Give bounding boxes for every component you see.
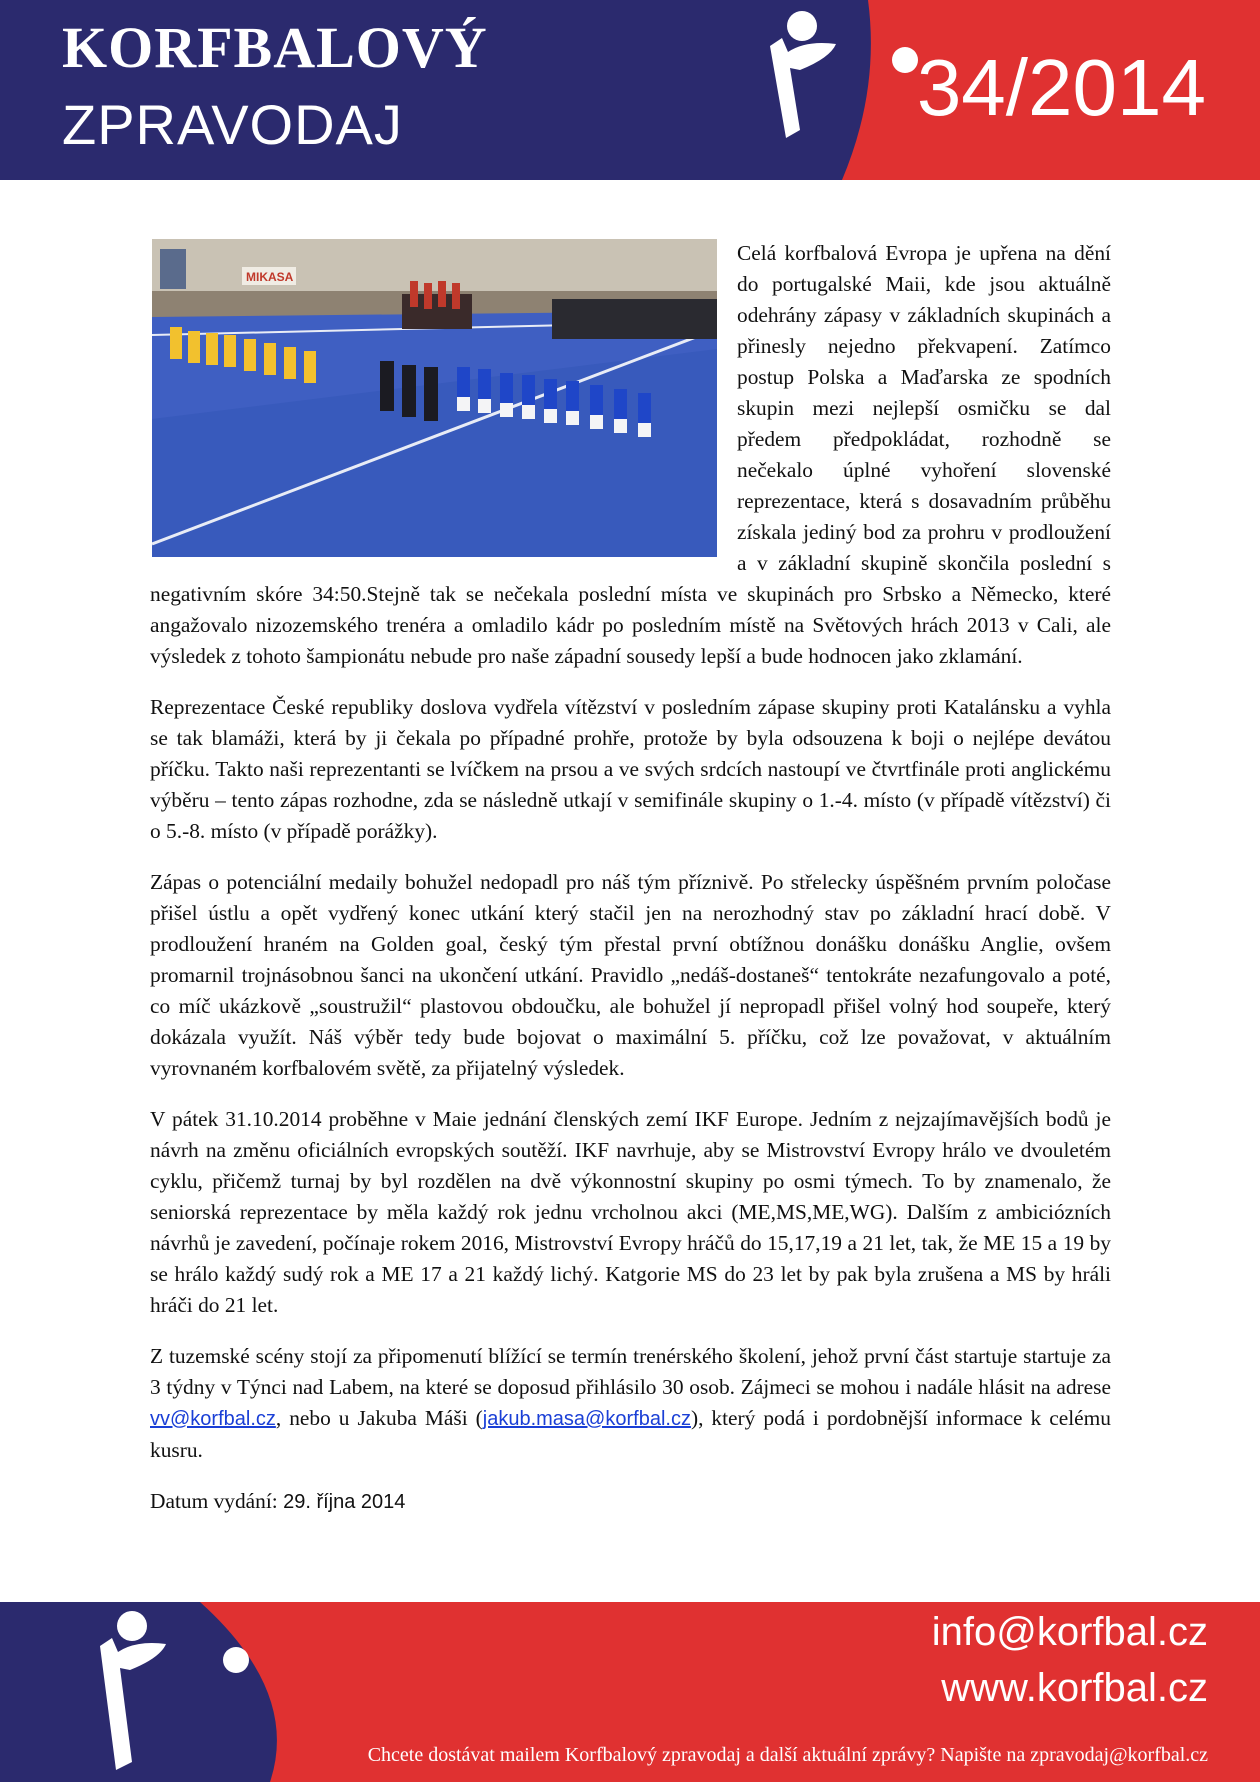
- date-value: 29. října 2014: [283, 1491, 406, 1513]
- footer-banner: [0, 1602, 1260, 1782]
- footer-website[interactable]: www.korfbal.cz: [941, 1666, 1208, 1710]
- email-link-jakub[interactable]: jakub.masa@korfbal.cz: [482, 1408, 691, 1430]
- paragraph-4: V pátek 31.10.2014 proběhne v Maie jednání členských zemí IKF Europe. Jedním z nejzajímavějších bodů je návrh na změnu oficiálních evropských soutěží. IKF navrhuje, aby se Mistrovství Evropy hrálo ve dvouletém cyklu, přičemž turnaj by byl rozdělen na dvě výkonnostní skupiny po osmi týmech. To by znamenalo, že seniorská reprezentace by měla každý rok jednu vrcholnou akci (ME,MS,ME,WG). Dalším z ambiciózních návrhů je zavedení, počínaje rokem 2016, Mistrovství Evropy hráčů do 15,17,19 a 21 let, tak, že ME 15 a 19 by se hrálo každý sudý rok a ME 17 a 21 každý lichý. Katgorie MS do 23 let by pak byla zrušena a MS by hráli hráči do 21 let.: [150, 1107, 1111, 1317]
- email-link-vv[interactable]: vv@korfbal.cz: [150, 1408, 276, 1430]
- article-body: [150, 238, 1111, 1538]
- publication-date: [150, 1486, 1111, 1518]
- footer-subscribe-note: Chcete dostávat mailem Korfbalový zpravodaj a další aktuální zprávy? Napište na zpravodaj@korfbal.cz: [367, 1744, 1208, 1766]
- paragraph-1: Celá korfbalová Evropa je upřena na dění do portugalské Maii, kde jsou aktuálně odehrány zápasy v základních skupinách a přinesly nejedno překvapení. Zatímco postup Polska a Maďarska ze spodních skupin mezi nejlepší osmičku se dal předem předpokládat, rozhodně se nečekalo úplné vyhoření slovenské reprezentace, která s dosavadním průběhu získala jediný bod za prohru v prodloužení a v základní skupině skončila poslední s negativním skóre 34:50.Stejně tak se nečekala poslední místa ve skupinách pro Srbsko a Německo, které angažovalo nizozemského trenéra a omladilo kádr po posledním místě na Světových hrách 2013 v Cali, ale výsledek z tohoto šampionátu nebude pro naše západní sousedy lepší a bude hodnocen jako zklamání.: [150, 241, 1111, 668]
- header-banner: [0, 0, 1260, 180]
- svg-text:MIKASA: MIKASA: [246, 270, 294, 284]
- paragraph-5-text-middle: , nebo u Jakuba Máši (: [275, 1406, 483, 1430]
- paragraph-5: [150, 1341, 1111, 1466]
- issue-number: 34/2014: [916, 43, 1206, 132]
- team-lineup-photo: [152, 239, 717, 557]
- newsletter-subtitle: ZPRAVODAJ: [62, 93, 403, 156]
- date-label: Datum vydání:: [150, 1489, 284, 1513]
- paragraph-3: Zápas o potenciální medaily bohužel nedopadl pro náš tým příznivě. Po střelecky úspěšném prvním poločase přišel ústlu a opět vydřený konec utkání který stačil jen na nerozhodný stav po základní hrací době. V prodloužení hraném na Golden goal, český tým přestal první obtížnou donášku donášku Anglie, ovšem promarnil trojnásobnou šanci na ukončení utkání. Pravidlo „nedáš-dostaneš“ tentokráte nezafungovalo a poté, co míč ukázkově „soustružil“ plastovou obdoučku, ale bohužel jí nepropadl přišel volný hod soupeře, který dokázala využít. Náš výběr tedy bude bojovat o maximální 5. příčku, což lze považovat, v aktuálním vyrovnaném korfbalovém světě, za přijatelný výsledek.: [150, 870, 1111, 1080]
- paragraph-2: Reprezentace České republiky doslova vydřela vítězství v posledním zápase skupiny proti Katalánsku a vyhla se tak blamáži, která by ji čekala po případné prohře, protože by byla odsouzena k boji o nejlépe devátou příčku. Takto naši reprezentanti se lvíčkem na prsou a ve svých srdcích nastoupí ve čtvrtfinále proti anglickému výběru – tento zápas rozhodne, zda se následně utkají v semifinále skupiny o 1.-4. místo (v případě vítězství) či o 5.-8. místo (v případě porážky).: [150, 695, 1111, 843]
- paragraph-5-text-after: ), který podá i pordobnější informace k celému kusru.: [150, 1406, 1111, 1462]
- newsletter-title: KORFBALOVÝ: [62, 15, 488, 80]
- paragraph-5-text-before: Z tuzemské scény stojí za připomenutí blížící se termín trenérského školení, jehož první část startuje startuje za 3 týdny v Týnci nad Labem, na které se doposud přihlásilo 30 osob. Zájmeci se mohou i nadále hlásit na adrese: [150, 1344, 1111, 1399]
- footer-email[interactable]: info@korfbal.cz: [931, 1610, 1208, 1654]
